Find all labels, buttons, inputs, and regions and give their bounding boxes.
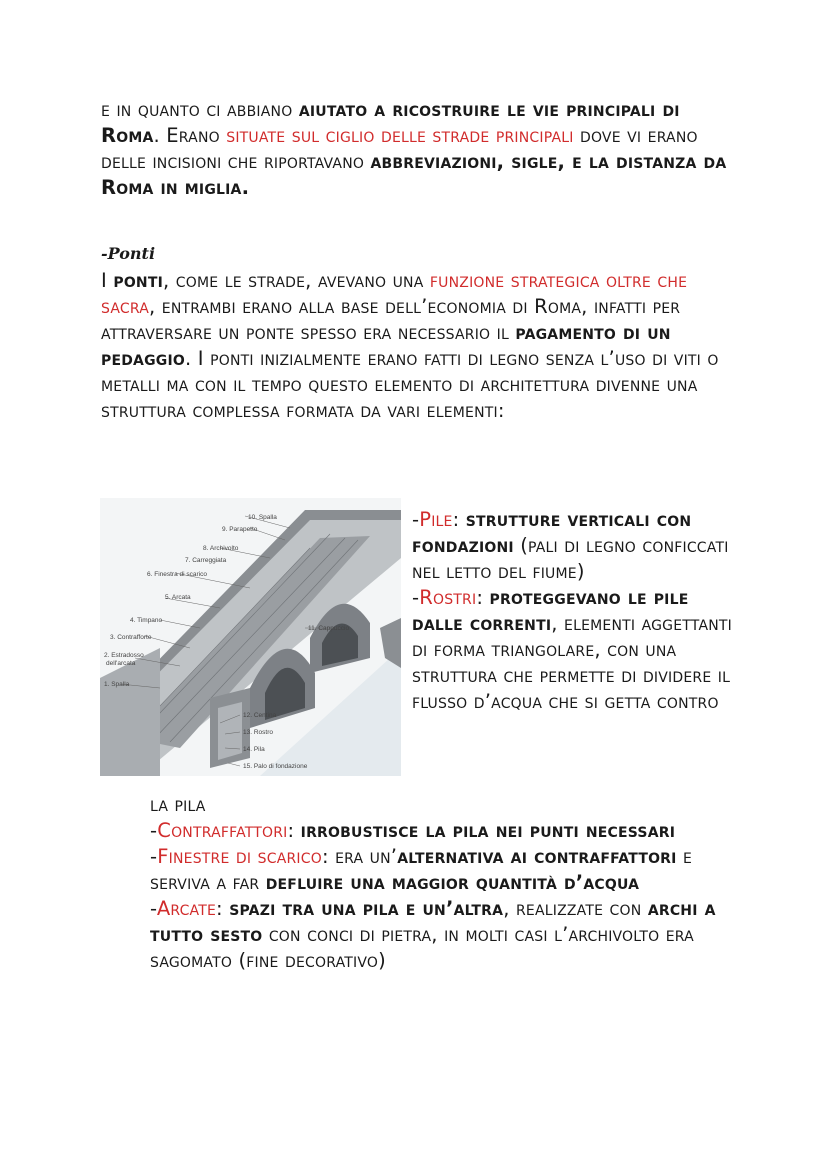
label-arcata: 5. Arcata — [165, 594, 191, 601]
bottom_block-run: : era un’ — [321, 845, 398, 868]
label-centina: 12. Centina — [243, 712, 277, 719]
right_column-run: - — [412, 508, 420, 531]
bottom_block-run: Finestre di scarico — [157, 845, 322, 868]
bottom_block-run: Contraffattori — [157, 819, 288, 842]
ponti-paragraph — [101, 268, 741, 424]
label-pila: 14. Pila — [243, 746, 265, 753]
bottom-block-text — [150, 792, 750, 974]
bottom_block-run: spazi tra una pila e un’altra — [229, 897, 504, 920]
label-parapetto: 9. Parapetto — [222, 526, 258, 533]
section-heading-ponti: -Ponti — [101, 244, 156, 263]
right_column-run: strutture verticali con fondazioni — [412, 508, 699, 557]
right_column-run: Rostri — [419, 586, 477, 609]
label-timpano: 4. Timpano — [130, 617, 163, 624]
label-spalla-10: 10. Spalla — [248, 514, 277, 521]
right_column-run: proteggevano le pile dalle correnti — [412, 586, 696, 635]
paragraph2-run: . I ponti inizialmente erano fatti di legno senza l’uso di viti o metalli ma con il tempo questo elemento di architettura divenne una struttura complessa formata da vari elementi: — [101, 347, 726, 422]
paragraph2-run: ponti — [113, 269, 163, 292]
right_column-run: , elementi aggettanti di forma triangolare, con una struttura che permette di dividere il flusso d’acqua che si getta contro — [412, 612, 739, 713]
bottom_block-run: alternativa ai contraffattori — [397, 845, 677, 868]
paragraph2-run: , come le strade, avevano una — [163, 269, 430, 292]
bottom_block-run: : — [287, 819, 301, 842]
paragraph1-run: aiutato a ricostruire le vie principali di Roma — [101, 98, 687, 147]
bottom_block-run: - — [150, 897, 157, 920]
right-column-text — [412, 507, 742, 715]
paragraph2-run: I — [101, 269, 114, 292]
paragraph2-run: funzione strategica oltre che sacra — [101, 269, 694, 318]
bridge-diagram — [100, 498, 401, 776]
label-contrafforte: 3. Contrafforte — [110, 634, 152, 641]
bottom_block-run: la pila - — [150, 793, 206, 842]
label-carreggiata: 7. Carreggiata — [185, 557, 227, 564]
label-rostro: 13. Rostro — [243, 729, 273, 736]
bottom_block-run: , realizzate con — [503, 897, 648, 920]
paragraph2-run: , entrambi erano alla base dell’economia di Roma, infatti per attraversare un ponte spesso era necessario il — [101, 295, 687, 344]
label-archivolto: 8. Archivolto — [203, 545, 239, 552]
bottom_block-run: irrobustisce la pila nei punti necessari — [300, 819, 676, 842]
abutment — [100, 648, 160, 776]
bridge-illustration — [100, 498, 401, 776]
bottom_block-run: archi a tutto sesto — [150, 897, 723, 946]
bottom_block-run: e serviva a far — [150, 845, 699, 894]
paragraph1-run: dove vi erano delle incisioni che riportavano — [101, 124, 705, 173]
right_column-run: : — [452, 508, 466, 531]
paragraph1-run: situate sul ciglio delle strade principali — [226, 124, 574, 147]
label-palo: 15. Palo di fondazione — [243, 763, 308, 770]
right_column-run: : — [476, 586, 490, 609]
label-estradosso-2: dell'arcata — [106, 660, 136, 667]
bottom_block-run: - — [150, 845, 158, 868]
label-estradosso: 2. Estradosso — [104, 652, 144, 659]
bottom_block-run: : — [216, 897, 230, 920]
label-finestra: 6. Finestra di scarico — [147, 571, 207, 578]
intro-paragraph — [101, 97, 741, 201]
bottom_block-run: con conci di pietra, in molti casi l’archivolto era sagomato (fine decorativo) — [150, 923, 701, 972]
right_column-run: Pile — [419, 508, 453, 531]
rostrum — [380, 618, 401, 668]
right_column-run: (pali di legno conficcati nel letto del fiume) - — [412, 534, 729, 609]
bottom_block-run: Arcate — [156, 897, 217, 920]
paragraph1-run: abbreviazioni, sigle, e la distanza da Roma in miglia. — [101, 150, 734, 199]
bottom_block-run: defluire una maggior quantità d’acqua — [265, 871, 640, 894]
paragraph2-run: pagamento di un pedaggio — [101, 321, 678, 370]
label-spalla-1: 1. Spalla — [104, 681, 130, 688]
paragraph1-run: e in quanto ci abbiano — [101, 98, 299, 121]
paragraph1-run: . Erano — [153, 124, 227, 147]
label-cappuccio: 11. Cappuccio — [308, 625, 350, 632]
